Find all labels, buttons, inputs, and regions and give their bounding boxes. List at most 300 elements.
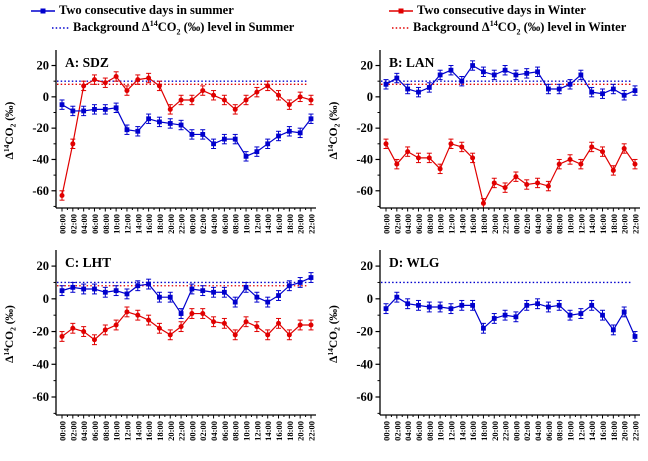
panel-d-wlg: [324, 246, 648, 461]
x-tick-label: 08:00: [230, 421, 241, 441]
data-point: [244, 319, 249, 324]
panel-C-summer-series: [60, 273, 314, 319]
data-point: [200, 132, 205, 137]
data-point: [168, 107, 173, 112]
winter-line: [62, 76, 311, 195]
data-point: [309, 116, 314, 121]
summer-line: [62, 105, 311, 157]
legend-label-summer-series: Two consecutive days in summer: [59, 3, 234, 17]
x-tick-label: 16:00: [274, 214, 285, 234]
data-point: [384, 141, 389, 146]
data-point: [233, 107, 238, 112]
legend: [0, 2, 648, 48]
data-point: [524, 182, 529, 187]
legend-item-winter-background: [392, 19, 626, 36]
x-tick-label: 02:00: [522, 421, 533, 441]
data-point: [179, 311, 184, 316]
data-point: [60, 193, 65, 198]
summer-line-square-icon: [30, 5, 56, 17]
data-point: [600, 313, 605, 318]
x-tick-label: 00:00: [511, 214, 522, 234]
data-point: [633, 88, 638, 93]
data-point: [394, 76, 399, 81]
data-point: [103, 107, 108, 112]
data-point: [211, 290, 216, 295]
x-tick-label: 20:00: [489, 421, 500, 441]
data-point: [103, 80, 108, 85]
x-tick-label: 20:00: [165, 421, 176, 441]
x-tick-label: 22:00: [500, 421, 511, 441]
data-point: [81, 109, 86, 114]
data-point: [611, 168, 616, 173]
x-tick-label: 06:00: [543, 214, 554, 234]
panel-A-axes: [32, 50, 316, 234]
data-point: [405, 301, 410, 306]
x-tick-label: 22:00: [630, 421, 641, 441]
data-point: [568, 313, 573, 318]
data-point: [103, 290, 108, 295]
x-tick-label: 16:00: [144, 421, 155, 441]
x-tick-label: 02:00: [68, 421, 79, 441]
chart-panel-c: [0, 246, 324, 461]
x-tick-label: 02:00: [198, 214, 209, 234]
data-point: [70, 141, 75, 146]
data-point: [92, 287, 97, 292]
data-point: [546, 305, 551, 310]
data-point: [405, 149, 410, 154]
x-tick-label: 12:00: [446, 214, 457, 234]
data-point: [503, 68, 508, 73]
x-tick-label: 16:00: [274, 421, 285, 441]
data-point: [135, 313, 140, 318]
x-tick-label: 10:00: [241, 213, 252, 234]
data-point: [265, 300, 270, 305]
data-point: [578, 311, 583, 316]
data-point: [394, 162, 399, 167]
x-tick-label: 16:00: [468, 421, 479, 441]
x-tick-label: 04:00: [403, 214, 414, 234]
data-point: [568, 157, 573, 162]
panel-title-lht: C: LHT: [65, 255, 112, 270]
y-tick-label: -40: [356, 357, 373, 372]
x-tick-label: 06:00: [413, 421, 424, 441]
y-axis-label: $\Delta^{14}CO_2$ (‰): [326, 101, 342, 160]
x-tick-label: 22:00: [630, 214, 641, 234]
x-tick-label: 14:00: [133, 214, 144, 234]
data-point: [309, 275, 314, 280]
data-point: [233, 137, 238, 142]
data-point: [503, 313, 508, 318]
x-tick-label: 22:00: [176, 421, 187, 441]
data-point: [135, 129, 140, 134]
data-point: [200, 288, 205, 293]
x-tick-label: 16:00: [598, 214, 609, 234]
y-tick-label: -60: [356, 183, 373, 198]
x-tick-label: 10:00: [565, 213, 576, 234]
y-tick-label: -60: [356, 390, 373, 404]
x-tick-label: 06:00: [219, 421, 230, 441]
data-point: [589, 303, 594, 308]
panel-title-sdz: A: SDZ: [65, 55, 109, 70]
data-point: [254, 324, 259, 329]
data-point: [254, 90, 259, 95]
x-tick-label: 18:00: [478, 214, 489, 234]
x-tick-label: 02:00: [522, 214, 533, 234]
panel-C-axes: [32, 250, 316, 441]
data-point: [60, 334, 65, 339]
data-point: [146, 116, 151, 121]
x-tick-label: 04:00: [533, 421, 544, 441]
x-tick-label: 00:00: [57, 214, 68, 234]
x-tick-label: 04:00: [209, 214, 220, 234]
x-tick-label: 18:00: [608, 214, 619, 234]
x-tick-label: 14:00: [133, 421, 144, 441]
y-axis-label: $\Delta^{14}CO_2$ (‰): [2, 101, 18, 160]
y-tick-label: -20: [356, 121, 373, 136]
data-point: [179, 97, 184, 102]
data-point: [233, 332, 238, 337]
data-point: [449, 306, 454, 311]
data-point: [578, 162, 583, 167]
y-tick-label: 0: [42, 291, 49, 306]
data-point: [190, 287, 195, 292]
data-point: [168, 332, 173, 337]
x-tick-label: 06:00: [89, 214, 100, 234]
y-axis-label: $\Delta^{14}CO_2$ (‰): [326, 305, 342, 363]
panel-C-winter-series: [60, 307, 314, 345]
data-point: [287, 129, 292, 134]
x-tick-label: 20:00: [619, 214, 630, 234]
data-point: [557, 162, 562, 167]
data-point: [124, 309, 129, 314]
data-point: [222, 321, 227, 326]
winter-line-square-icon: [388, 5, 414, 17]
data-point: [81, 329, 86, 334]
y-tick-label: -40: [32, 152, 49, 167]
y-tick-label: 20: [360, 259, 373, 274]
x-tick-label: 14:00: [263, 421, 274, 441]
data-point: [146, 282, 151, 287]
x-tick-label: 06:00: [413, 214, 424, 234]
data-point: [60, 288, 65, 293]
x-tick-label: 18:00: [284, 214, 295, 234]
data-point: [470, 155, 475, 160]
y-tick-label: 0: [366, 89, 373, 104]
data-point: [222, 137, 227, 142]
data-point: [459, 144, 464, 149]
x-tick-label: 12:00: [122, 421, 133, 441]
data-point: [125, 127, 130, 132]
data-point: [448, 141, 453, 146]
data-point: [222, 97, 227, 102]
x-tick-label: 14:00: [587, 214, 598, 234]
y-tick-label: -60: [32, 390, 49, 404]
data-point: [481, 69, 486, 74]
data-point: [114, 288, 119, 293]
x-tick-label: 16:00: [468, 214, 479, 234]
summer-line: [386, 297, 635, 336]
data-point: [81, 83, 86, 88]
y-tick-label: -40: [356, 152, 373, 167]
data-point: [514, 314, 519, 319]
data-point: [568, 82, 573, 87]
data-point: [189, 311, 194, 316]
data-point: [622, 146, 627, 151]
x-tick-label: 10:00: [111, 421, 122, 441]
data-point: [211, 141, 216, 146]
data-point: [546, 87, 551, 92]
data-point: [135, 77, 140, 82]
legend-item-summer-background: [52, 19, 294, 36]
data-point: [416, 303, 421, 308]
data-point: [157, 295, 162, 300]
data-point: [92, 337, 97, 342]
data-point: [427, 155, 432, 160]
data-point: [114, 105, 119, 110]
data-point: [611, 328, 616, 333]
data-point: [514, 73, 519, 78]
data-point: [513, 174, 518, 179]
data-point: [416, 90, 421, 95]
x-tick-label: 04:00: [533, 214, 544, 234]
x-tick-label: 02:00: [68, 214, 79, 234]
data-point: [157, 326, 162, 331]
data-point: [200, 88, 205, 93]
x-tick-label: 08:00: [424, 421, 435, 441]
x-tick-label: 08:00: [230, 214, 241, 234]
data-point: [92, 77, 97, 82]
x-tick-label: 16:00: [144, 214, 155, 234]
panel-a-sdz: [0, 48, 324, 246]
panel-B-background-lines: [381, 81, 632, 84]
data-point: [492, 316, 497, 321]
data-point: [298, 280, 303, 285]
x-tick-label: 12:00: [122, 214, 133, 234]
data-point: [276, 321, 281, 326]
data-point: [449, 68, 454, 73]
data-point: [168, 121, 173, 126]
data-point: [535, 301, 540, 306]
data-point: [287, 283, 292, 288]
panel-A-summer-series: [60, 100, 314, 161]
data-point: [168, 295, 173, 300]
x-tick-label: 22:00: [306, 421, 317, 441]
legend-label-summer-background: Background $\Delta^{14}CO_2$ (‰) level in Summer: [73, 18, 295, 37]
x-tick-label: 08:00: [424, 214, 435, 234]
data-point: [146, 318, 151, 323]
x-tick-label: 12:00: [576, 214, 587, 234]
data-point: [309, 323, 314, 328]
x-tick-label: 06:00: [543, 421, 554, 441]
data-point: [535, 180, 540, 185]
data-point: [470, 63, 475, 68]
x-tick-label: 06:00: [219, 214, 230, 234]
x-tick-label: 20:00: [165, 214, 176, 234]
y-tick-label: 20: [36, 259, 49, 274]
panel-D-axes: [356, 250, 640, 441]
x-tick-label: 02:00: [198, 421, 209, 441]
x-tick-label: 00:00: [381, 214, 392, 234]
data-point: [157, 83, 162, 88]
data-point: [384, 82, 389, 87]
x-tick-label: 14:00: [587, 421, 598, 441]
data-point: [600, 91, 605, 96]
data-point: [427, 305, 432, 310]
panel-b-lan: [324, 48, 648, 246]
x-tick-label: 18:00: [154, 214, 165, 234]
data-point: [492, 180, 497, 185]
data-point: [190, 132, 195, 137]
data-point: [459, 303, 464, 308]
x-tick-label: 18:00: [478, 421, 489, 441]
legend-label-winter-background: Background $\Delta^{14}CO_2$ (‰) level in Winter: [413, 18, 627, 37]
x-tick-label: 16:00: [598, 421, 609, 441]
data-point: [287, 332, 292, 337]
y-tick-label: 0: [366, 291, 373, 306]
y-tick-label: -20: [32, 121, 49, 136]
data-point: [524, 303, 529, 308]
x-tick-label: 04:00: [403, 421, 414, 441]
data-point: [114, 74, 119, 79]
y-tick-label: -40: [32, 357, 49, 372]
data-point: [633, 334, 638, 339]
data-point: [438, 73, 443, 78]
x-tick-label: 18:00: [608, 421, 619, 441]
data-point: [124, 88, 129, 93]
data-point: [611, 87, 616, 92]
data-point: [244, 154, 249, 159]
x-tick-label: 22:00: [306, 214, 317, 234]
data-point: [546, 184, 551, 189]
data-point: [578, 73, 583, 78]
x-tick-label: 10:00: [435, 214, 446, 234]
legend-item-winter-series: [388, 2, 626, 19]
legend-column-winter: [388, 2, 626, 36]
data-point: [70, 326, 75, 331]
y-tick-label: 20: [360, 58, 373, 73]
x-tick-label: 06:00: [89, 421, 100, 441]
summer-dotted-line-icon: [52, 22, 70, 34]
legend-item-summer-series: [30, 2, 294, 19]
x-tick-label: 10:00: [565, 421, 576, 441]
x-tick-label: 20:00: [489, 214, 500, 234]
data-point: [179, 324, 184, 329]
panel-c-lht: [0, 246, 324, 461]
data-point: [233, 300, 238, 305]
x-tick-label: 14:00: [457, 214, 468, 234]
data-point: [179, 123, 184, 128]
data-point: [298, 94, 303, 99]
data-point: [481, 326, 486, 331]
x-tick-label: 10:00: [435, 421, 446, 441]
x-tick-label: 04:00: [79, 421, 90, 441]
data-point: [265, 83, 270, 88]
data-point: [244, 97, 249, 102]
data-point: [405, 87, 410, 92]
chart-panel-b: [324, 48, 648, 246]
data-point: [589, 90, 594, 95]
data-point: [157, 119, 162, 124]
chart-panel-d: [324, 246, 648, 461]
y-tick-label: 0: [42, 89, 49, 104]
data-point: [438, 305, 443, 310]
x-tick-label: 10:00: [111, 214, 122, 234]
data-point: [459, 79, 464, 84]
data-point: [114, 323, 119, 328]
legend-column-summer: [30, 2, 294, 36]
x-tick-label: 08:00: [554, 421, 565, 441]
data-point: [438, 166, 443, 171]
data-point: [298, 323, 303, 328]
y-tick-label: -20: [356, 324, 373, 339]
panel-title-wlg: D: WLG: [389, 255, 440, 270]
data-point: [524, 71, 529, 76]
x-tick-label: 08:00: [100, 214, 111, 234]
x-tick-label: 22:00: [176, 214, 187, 234]
data-point: [254, 295, 259, 300]
data-point: [557, 87, 562, 92]
x-tick-label: 14:00: [457, 421, 468, 441]
data-point: [200, 311, 205, 316]
data-point: [298, 130, 303, 135]
data-point: [394, 295, 399, 300]
x-tick-label: 22:00: [500, 214, 511, 234]
data-point: [92, 107, 97, 112]
x-tick-label: 08:00: [554, 214, 565, 234]
y-tick-label: -20: [32, 324, 49, 339]
data-point: [600, 149, 605, 154]
data-point: [244, 285, 249, 290]
data-point: [265, 141, 270, 146]
x-tick-label: 20:00: [295, 421, 306, 441]
data-point: [125, 292, 130, 297]
data-point: [481, 201, 486, 206]
data-point: [589, 144, 594, 149]
data-point: [276, 134, 281, 139]
x-tick-label: 12:00: [252, 214, 263, 234]
x-tick-label: 20:00: [619, 421, 630, 441]
data-point: [189, 97, 194, 102]
winter-line: [62, 312, 311, 340]
data-point: [309, 97, 314, 102]
data-point: [211, 319, 216, 324]
panel-title-lan: B: LAN: [389, 55, 435, 70]
data-point: [103, 327, 108, 332]
x-tick-label: 02:00: [392, 214, 403, 234]
x-tick-label: 00:00: [381, 421, 392, 441]
data-point: [557, 303, 562, 308]
x-tick-label: 08:00: [100, 421, 111, 441]
data-point: [254, 149, 259, 154]
chart-panel-a: [0, 48, 324, 246]
x-tick-label: 18:00: [154, 421, 165, 441]
data-point: [276, 293, 281, 298]
winter-dotted-line-icon: [392, 22, 410, 34]
data-point: [492, 73, 497, 78]
x-tick-label: 14:00: [263, 214, 274, 234]
y-tick-label: -60: [32, 183, 49, 198]
data-point: [81, 287, 86, 292]
x-tick-label: 10:00: [241, 421, 252, 441]
data-point: [622, 310, 627, 315]
y-axis-label: $\Delta^{14}CO_2$ (‰): [2, 305, 18, 363]
data-point: [416, 155, 421, 160]
data-point: [384, 306, 389, 311]
data-point: [503, 185, 508, 190]
data-point: [265, 332, 270, 337]
legend-label-winter-series: Two consecutive days in Winter: [417, 3, 586, 17]
data-point: [535, 69, 540, 74]
